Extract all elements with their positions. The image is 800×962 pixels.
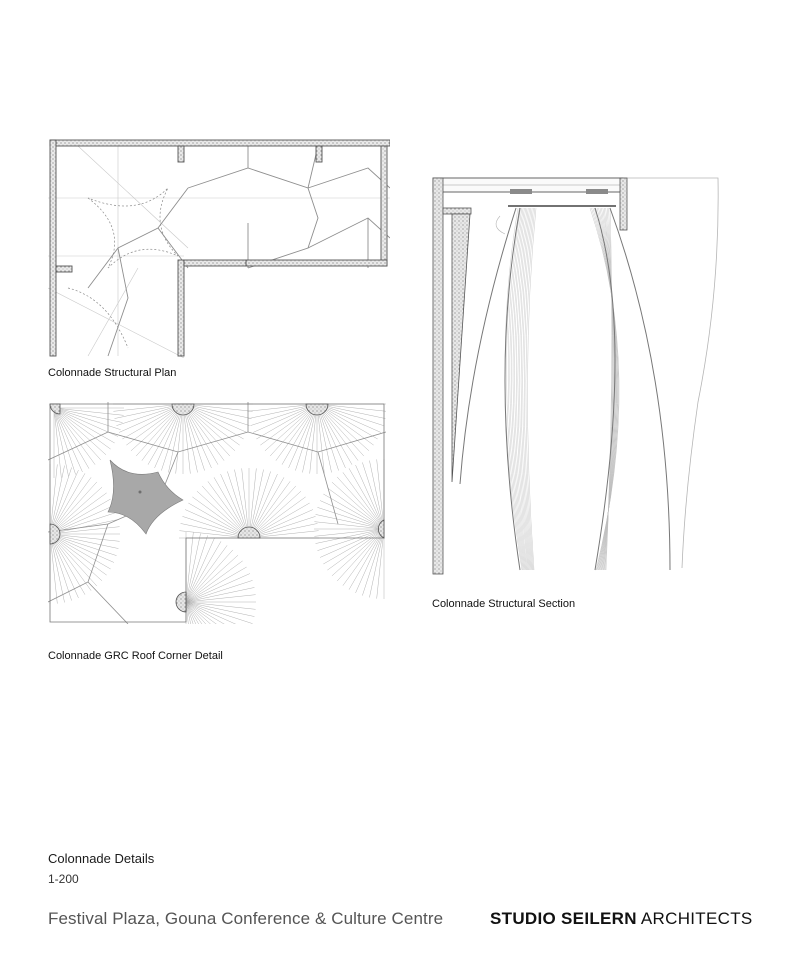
roof-node-fill [108,460,183,534]
structural-section-caption: Colonnade Structural Section [432,598,576,610]
project-name: Festival Plaza, Gouna Conference & Culture Centre [48,909,444,928]
firm-name [490,909,753,929]
structural-section-drawing [430,172,725,580]
structural-plan-caption: Colonnade Structural Plan [48,367,177,379]
roof-corner-detail-caption: Colonnade GRC Roof Corner Detail [48,650,223,662]
firm-name-bold: STUDIO SEILERN [490,909,637,928]
firm-name-light: ARCHITECTS [636,909,753,928]
sheet-title: Colonnade Details [48,851,155,866]
structural-plan-drawing [48,138,390,358]
roof-corner-detail-drawing [48,402,386,624]
sheet-scale: 1-200 [48,872,79,886]
